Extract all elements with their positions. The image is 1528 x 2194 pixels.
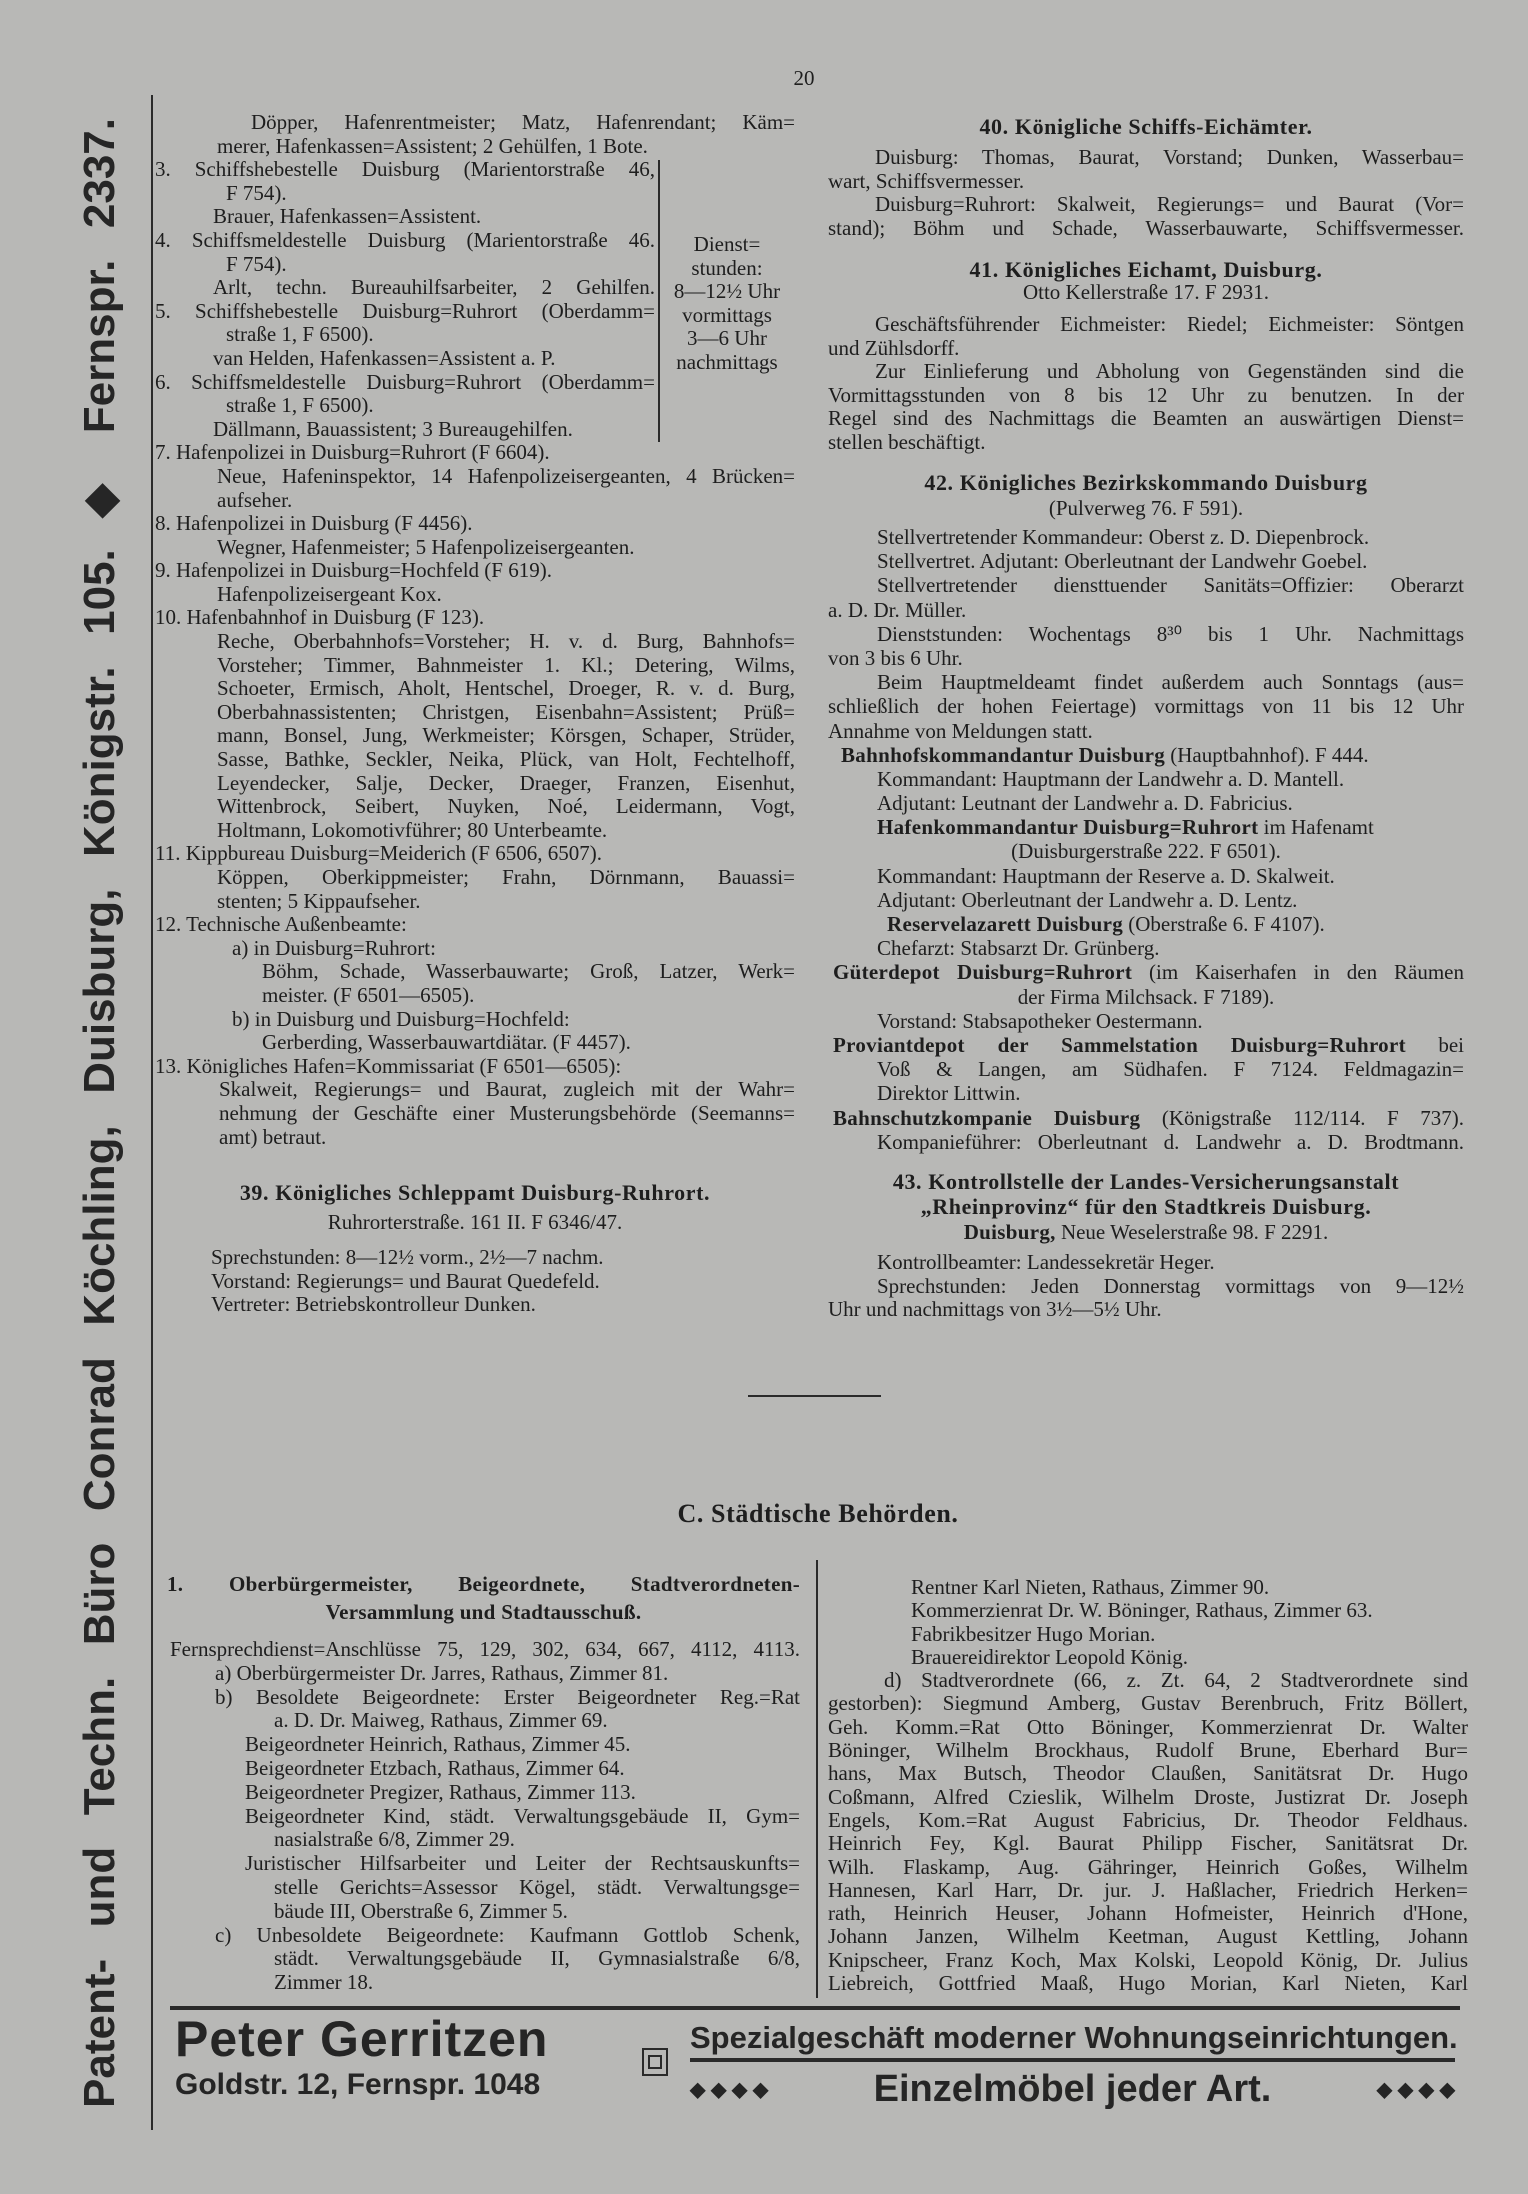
section-heading-40: 40. Königliche Schiffs-Eichämter. <box>979 114 1313 139</box>
text-line: Sasse, Bathke, Seckler, Neika, Plück, van Holt, Fechtelhoff, <box>217 747 795 772</box>
text-line: Dienststunden: Wochentags 8³⁰ bis 1 Uhr. Nachmittags <box>877 621 1464 646</box>
address-street: Neue Weselerstraße 98. F 2291. <box>1055 1220 1329 1244</box>
text-line: bäude III, Oberstraße 6, Zimmer 5. <box>274 1898 568 1923</box>
entry-title: Hafenkommandantur Duisburg=Ruhrort <box>877 815 1259 840</box>
text-line: a) in Duisburg=Ruhrort: <box>232 935 436 960</box>
diamond-ornament-icon: ◆ ◆ ◆ ◆ <box>1376 2078 1455 2101</box>
text-line: Böninger, Wilhelm Brockhaus, Rudolf Brune, Eberhard Bur= <box>828 1738 1468 1763</box>
ad-company-name: Peter Gerritzen <box>175 2011 549 2067</box>
section-42-lines <box>828 525 1464 1154</box>
text-line: Stellvertretender Kommandeur: Oberst z. D. Diepenbrock. <box>877 525 1370 549</box>
entry-detail: (im Kaiserhafen in den Räumen <box>1132 960 1464 985</box>
text-line: Rentner Karl Nieten, Rathaus, Zimmer 90. <box>911 1575 1270 1599</box>
text-line: Kommandant: Hauptmann der Reserve a. D. Skalweit. <box>877 863 1335 888</box>
text-line: Beigeordneter Heinrich, Rathaus, Zimmer 45. <box>245 1732 631 1757</box>
text-line: straße 1, F 6500). <box>226 393 374 418</box>
entry-title: Güterdepot Duisburg=Ruhrort <box>833 960 1133 985</box>
text-line: nasialstraße 6/8, Zimmer 29. <box>274 1827 515 1852</box>
diamond-ornament-icon: ◆ ◆ ◆ ◆ <box>690 2078 769 2101</box>
text-line: Adjutant: Oberleutnant der Landwehr a. D. Lentz. <box>877 887 1298 912</box>
text-line: mann, Bonsel, Jung, Werkmeister; Körsgen, Schaper, Strüder, <box>217 723 795 748</box>
entry-title: Bahnschutzkompanie Duisburg <box>833 1105 1141 1130</box>
text-line: F 754). <box>226 251 287 276</box>
text-line: 4. Schiffsmeldestelle Duisburg (Marientorstraße 46. <box>155 227 655 252</box>
text-line: Wilh. Flaskamp, Aug. Gähringer, Heinrich Goßes, Wilhelm <box>828 1854 1468 1879</box>
text-line: Uhr und nachmittags von 3½—5½ Uhr. <box>828 1297 1162 1322</box>
text-line: Liebreich, Gottfried Maaß, Hugo Morian, Karl Nieten, Karl <box>828 1971 1468 1996</box>
text-line: a) Oberbürgermeister Dr. Jarres, Rathaus, Zimmer 81. <box>215 1660 669 1685</box>
text-line: Kommerzienrat Dr. W. Böninger, Rathaus, Zimmer 63. <box>911 1598 1373 1623</box>
text-line: Beigeordneter Kind, städt. Verwaltungsgebäude II, Gym= <box>245 1803 800 1828</box>
text-line: merer, Hafenkassen=Assistent; 2 Gehülfen, 1 Bote. <box>217 133 648 158</box>
text-line: Köppen, Oberkippmeister; Frahn, Dörnmann, Bauassi= <box>217 865 795 889</box>
column-divider <box>816 1560 818 1998</box>
text-line: Arlt, techn. Bureauhilfsarbeiter, 2 Gehilfen. <box>213 275 655 300</box>
text-line: stunden: <box>691 255 763 280</box>
section-39-lines <box>211 1246 795 1317</box>
section-divider <box>748 1395 881 1397</box>
text-line: 11. Kippbureau Duisburg=Meiderich (F 6506, 6507). <box>155 841 602 866</box>
text-line: Wegner, Hafenmeister; 5 Hafenpolizeisergeanten. <box>217 534 635 559</box>
ad-top-rule <box>170 2006 1460 2010</box>
section-41-lines <box>828 313 1464 455</box>
text-line: stelle Gerichts=Assessor Kögel, städt. Verwaltungsge= <box>274 1874 800 1899</box>
section-heading-41: 41. Königliches Eichamt, Duisburg. <box>969 257 1323 282</box>
text-line: Oberbahnassistenten; Christgen, Eisenbahn=Assistent; Prüß= <box>217 699 795 724</box>
text-line: Holtmann, Lokomotivführer; 80 Unterbeamte. <box>217 817 608 842</box>
text-line: Kontrollbeamter: Landessekretär Heger. <box>877 1250 1215 1274</box>
text-line: Reche, Oberbahnhofs=Vorsteher; H. v. d. Burg, Bahnhofs= <box>217 629 795 654</box>
service-hours <box>662 233 792 375</box>
text-line: Gerberding, Wasserbauwartdiätar. (F 4457). <box>262 1030 631 1055</box>
text-line: Stellvertretender diensttuender Sanitäts=Offizier: Oberarzt <box>877 573 1464 598</box>
text-line <box>828 1033 1464 1057</box>
text-line: 3. Schiffshebestelle Duisburg (Marientorstraße 46, <box>155 157 655 182</box>
square-ornament-icon <box>642 2048 668 2076</box>
text-line: Zur Einlieferung und Abholung von Gegenständen sind die <box>875 359 1464 384</box>
side-advertisement-strip: Patent- und Techn. Büro Conrad Köchling, Duisburg, Königstr. 105. ◆ Fernspr. 2337. <box>75 118 124 2108</box>
text-line: Knipscheer, Franz Koch, Max Kolski, Leopold König, Dr. Julius <box>828 1947 1468 1972</box>
text-line: Hafenpolizeisergeant Kox. <box>217 581 442 606</box>
text-line: aufseher. <box>217 487 293 512</box>
text-line: Voß & Langen, am Südhafen. F 7124. Feldmagazin= <box>877 1057 1464 1082</box>
text-line <box>828 912 1464 936</box>
text-line: städt. Verwaltungsgebäude II, Gymnasialstraße 6/8, <box>274 1946 800 1971</box>
text-line: 5. Schiffshebestelle Duisburg=Ruhrort (Oberdamm= <box>155 298 655 323</box>
text-line: Döpper, Hafenrentmeister; Matz, Hafenrendant; Käm= <box>251 110 795 134</box>
text-line: der Firma Milchsack. F 7189). <box>1017 984 1275 1009</box>
text-line: Annahme von Meldungen statt. <box>828 718 1093 743</box>
text-line: Duisburg=Ruhrort: Skalweit, Regierungs= und Baurat (Vor= <box>875 192 1464 216</box>
text-line: Beigeordneter Pregizer, Rathaus, Zimmer 113. <box>245 1779 636 1804</box>
text-line: a. D. Dr. Maiweg, Rathaus, Zimmer 69. <box>274 1708 608 1733</box>
text-line: Kommandant: Hauptmann der Landwehr a. D. Mantell. <box>877 766 1345 791</box>
text-line <box>828 815 1464 839</box>
ad-address: Goldstr. 12, Fernspr. 1048 <box>175 2068 541 2101</box>
strip-divider <box>151 95 153 2130</box>
text-line: 12. Technische Außenbeamte: <box>155 912 407 937</box>
text-line: Beim Hauptmeldeamt findet außerdem auch Sonntags (aus= <box>877 670 1464 695</box>
text-line: Engels, Kom.=Rat August Fabricius, Dr. Theodor Feldhaus. <box>828 1807 1468 1832</box>
text-line: stellen beschäftigt. <box>828 429 986 454</box>
text-line: a. D. Dr. Müller. <box>828 597 967 622</box>
section-heading-42: 42. Königliches Bezirkskommando Duisburg <box>924 470 1368 495</box>
text-line: Schoeter, Ermisch, Aholt, Hentschel, Droeger, R. v. d. Burg, <box>217 676 795 701</box>
text-line: d) Stadtverordnete (66, z. Zt. 64, 2 Stadtverordnete sind <box>884 1668 1468 1693</box>
text-line: Vorstand: Stabsapotheker Oestermann. <box>877 1008 1203 1033</box>
text-line: b) in Duisburg und Duisburg=Hochfeld: <box>232 1006 570 1031</box>
text-line: und Zühlsdorff. <box>828 335 960 360</box>
text-line: straße 1, F 6500). <box>226 322 374 347</box>
text-line: Böhm, Schade, Wasserbauwarte; Groß, Latzer, Werk= <box>262 959 795 984</box>
text-line: Vorsteher; Timmer, Bahnmeister 1. Kl.; Detering, Wilms, <box>217 652 795 677</box>
text-line: b) Besoldete Beigeordnete: Erster Beigeordneter Reg.=Rat <box>215 1684 800 1709</box>
section-1-heading-line1: 1. Oberbürgermeister, Beigeordnete, Stadtverordneten- <box>167 1572 800 1596</box>
text-line: Heinrich Fey, Kgl. Baurat Philipp Fischer, Sanitätsrat Dr. <box>828 1831 1468 1856</box>
text-line: meister. (F 6501—6505). <box>262 982 475 1007</box>
section-40-lines <box>828 146 1464 240</box>
text-line: Geschäftsführender Eichmeister: Riedel; Eichmeister: Söntgen <box>875 312 1464 336</box>
text-line: van Helden, Hafenkassen=Assistent a. P. <box>213 345 556 370</box>
text-line: Hannesen, Karl Harr, Dr. jur. J. Haßlacher, Friedrich Herken= <box>828 1877 1468 1902</box>
text-line: nehmung der Geschäfte einer Musterungsbehörde (Seemanns= <box>219 1100 795 1125</box>
text-line: c) Unbesoldete Beigeordnete: Kaufmann Gottlob Schenk, <box>215 1922 800 1947</box>
section-42-address: (Pulverweg 76. F 591). <box>1048 496 1244 520</box>
text-line: 7. Hafenpolizei in Duisburg=Ruhrort (F 6604). <box>155 440 550 465</box>
text-line: Vertreter: Betriebskontrolleur Dunken. <box>211 1292 536 1317</box>
text-line: rath, Heinrich Heuser, Johann Hofmeister, Heinrich d'Hone, <box>828 1901 1468 1926</box>
text-line: schließlich der hohen Feiertage) vormittags von 11 bis 12 Uhr <box>828 694 1464 719</box>
text-line: Sprechstunden: 8—12½ vorm., 2½—7 nachm. <box>211 1245 604 1269</box>
entry-detail: (Königstraße 112/114. F 737). <box>1140 1105 1464 1130</box>
page-number: 20 <box>793 66 815 90</box>
text-line: Brauer, Hafenkassen=Assistent. <box>213 204 482 229</box>
text-line: 13. Königliches Hafen=Kommissariat (F 6501—6505): <box>155 1053 622 1078</box>
ad-tagline: Spezialgeschäft moderner Wohnungseinrichtungen. <box>690 2020 1458 2055</box>
text-line: Sprechstunden: Jeden Donnerstag vormittags von 9—12½ <box>877 1273 1464 1298</box>
text-line: Regel sind des Nachmittags die Beamten an auswärtigen Dienst= <box>828 406 1464 431</box>
text-line: Neue, Hafeninspektor, 14 Hafenpolizeisergeanten, 4 Brücken= <box>217 463 795 488</box>
section-1-heading-line2: Versammlung und Stadtausschuß. <box>325 1600 642 1624</box>
text-line: Adjutant: Leutnant der Landwehr a. D. Fabricius. <box>877 791 1293 816</box>
text-line: amt) betraut. <box>219 1124 327 1149</box>
section-43-address <box>828 1220 1464 1244</box>
section-1-right-lines <box>828 1576 1468 1995</box>
entry-detail: (Hauptbahnhof). F 444. <box>1165 742 1369 767</box>
text-line: F 754). <box>226 180 287 205</box>
text-line <box>828 743 1464 767</box>
text-line: (Duisburgerstraße 222. F 6501). <box>1011 839 1281 864</box>
text-line: 10. Hafenbahnhof in Duisburg (F 123). <box>155 605 485 630</box>
section-39-address: Ruhrorterstraße. 161 II. F 6346/47. <box>327 1210 623 1234</box>
text-line: Fernsprechdienst=Anschlüsse 75, 129, 302, 634, 667, 4112, 4113. <box>170 1637 800 1661</box>
text-line: 6. Schiffsmeldestelle Duisburg=Ruhrort (Oberdamm= <box>155 369 655 394</box>
text-line: stand); Böhm und Schade, Wasserbauwarte, Schiffsvermesser. <box>828 215 1464 240</box>
text-line: vormittags <box>682 302 772 327</box>
section-41-address: Otto Kellerstraße 17. F 2931. <box>1022 280 1270 304</box>
text-line: Geh. Komm.=Rat Otto Böninger, Kommerzienrat Dr. Walter <box>828 1714 1468 1739</box>
ad-slogan: Einzelmöbel jeder Art. <box>873 2067 1272 2110</box>
text-line: Skalweit, Regierungs= und Baurat, zugleich mit der Wahr= <box>219 1077 795 1102</box>
section-heading-43-line1: 43. Kontrollstelle der Landes-Versicherungsanstalt <box>892 1169 1400 1194</box>
text-line: 9. Hafenpolizei in Duisburg=Hochfeld (F 619). <box>155 558 552 583</box>
text-line: Dienst= <box>693 232 761 256</box>
entry-detail: (Oberstraße 6. F 4107). <box>1123 912 1325 936</box>
text-line <box>828 960 1464 984</box>
entry-title: Reservelazarett Duisburg <box>887 912 1124 936</box>
section-43-lines <box>828 1251 1464 1322</box>
text-line: Johann Janzen, Wilhelm Keetman, August Kettling, Johann <box>828 1924 1468 1949</box>
text-line: wart, Schiffsvermesser. <box>828 168 1025 193</box>
text-line: stenten; 5 Kippaufseher. <box>217 888 421 913</box>
text-line: 8. Hafenpolizei in Duisburg (F 4456). <box>155 511 473 536</box>
text-line: Beigeordneter Etzbach, Rathaus, Zimmer 64. <box>245 1755 625 1780</box>
text-line: Wittenbrock, Seibert, Nuyken, Noé, Leidermann, Vogt, <box>217 794 795 819</box>
entry-detail: im Hafenamt <box>1258 815 1374 840</box>
text-line: Stellvertret. Adjutant: Oberleutnant der Landwehr Goebel. <box>877 549 1368 574</box>
text-line: 3—6 Uhr <box>687 326 767 351</box>
section-1-left-lines <box>155 1638 800 1995</box>
text-line: Brauereidirektor Leopold König. <box>911 1644 1188 1669</box>
text-line: Zimmer 18. <box>274 1970 374 1995</box>
text-line: 8—12½ Uhr <box>673 279 781 304</box>
text-line: gestorben): Siegmund Amberg, Gustav Berenbruch, Fritz Böllert, <box>828 1691 1468 1716</box>
text-line: Direktor Littwin. <box>877 1081 1021 1106</box>
text-line: Kompanieführer: Oberleutnant d. Landwehr a. D. Brodtmann. <box>877 1129 1464 1154</box>
entry-title: Bahnhofskommandantur Duisburg <box>841 742 1166 767</box>
entry-detail: bei <box>1405 1032 1465 1057</box>
text-line: Coßmann, Alfred Czieslik, Wilhelm Droste, Justizrat Dr. Joseph <box>828 1784 1468 1809</box>
section-heading-43-line2: „Rheinprovinz“ für den Stadtkreis Duisburg. <box>920 1194 1372 1219</box>
text-line: Fabrikbesitzer Hugo Morian. <box>911 1621 1156 1646</box>
text-line: von 3 bis 6 Uhr. <box>828 645 963 670</box>
text-line: Juristischer Hilfsarbeiter und Leiter der Rechtsauskunfts= <box>245 1851 800 1876</box>
text-line <box>828 1106 1464 1130</box>
text-line: nachmittags <box>676 349 778 374</box>
section-heading-39: 39. Königliches Schleppamt Duisburg-Ruhrort. <box>239 1180 711 1205</box>
section-c-title: C. Städtische Behörden. <box>677 1499 959 1528</box>
section-1-heading <box>167 1571 800 1625</box>
entry-title: Proviantdepot der Sammelstation Duisburg=Ruhrort <box>833 1032 1406 1057</box>
ad-slogan-row <box>690 2068 1455 2110</box>
address-city: Duisburg, <box>963 1220 1056 1244</box>
text-line: Leyendecker, Salje, Decker, Draeger, Franzen, Eisenhut, <box>217 770 795 795</box>
text-line: Chefarzt: Stabsarzt Dr. Grünberg. <box>877 936 1160 961</box>
text-line: Vorstand: Regierungs= und Baurat Quedefeld. <box>211 1268 600 1293</box>
text-line: Vormittagsstunden von 8 bis 12 Uhr zu benutzen. In der <box>828 382 1464 407</box>
ad-tagline-rule <box>690 2058 1455 2062</box>
text-line: Duisburg: Thomas, Baurat, Vorstand; Dunken, Wasserbau= <box>875 145 1464 169</box>
text-line: Dällmann, Bauassistent; 3 Bureaugehilfen. <box>213 416 573 441</box>
service-hours-bracket <box>658 160 660 442</box>
text-line: hans, Max Butsch, Theodor Claußen, Sanitätsrat Dr. Hugo <box>828 1761 1468 1786</box>
